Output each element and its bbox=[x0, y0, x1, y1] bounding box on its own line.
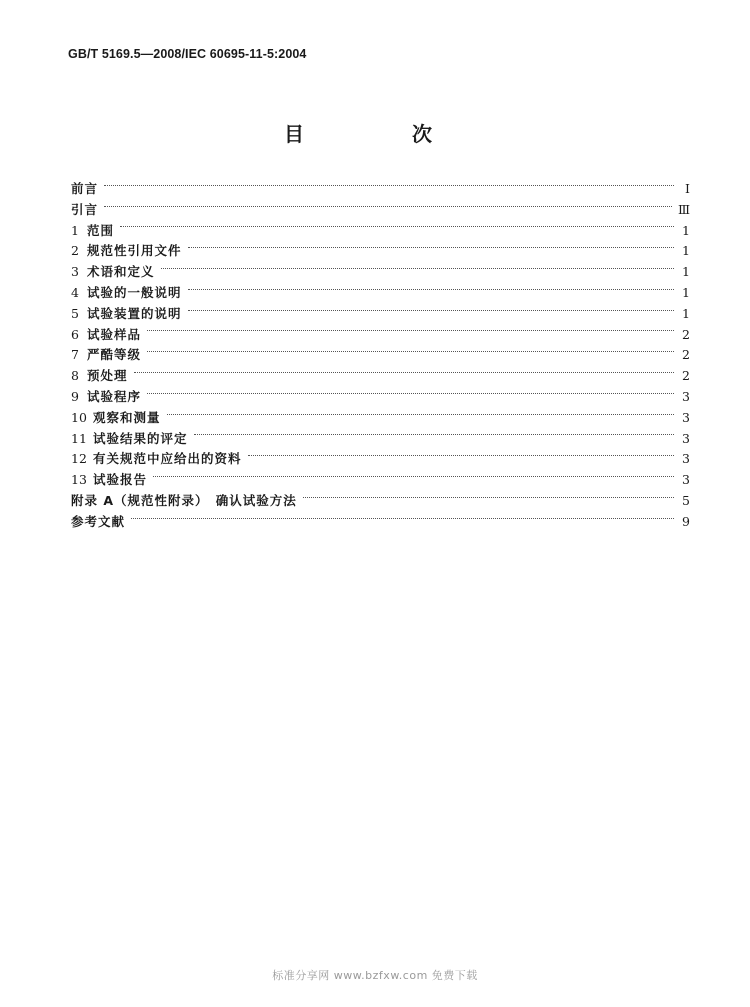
toc-entry-page-number: Ⅰ bbox=[685, 181, 690, 196]
toc-dot-leader bbox=[188, 289, 674, 290]
toc-entry-page-number: 1 bbox=[682, 305, 690, 321]
toc-entry-label: 范围 bbox=[87, 222, 115, 238]
toc-entry-label: 规范性引用文件 bbox=[87, 243, 182, 259]
toc-entry-number: 13 bbox=[71, 472, 87, 488]
toc-dot-leader bbox=[104, 185, 674, 186]
toc-entry-label: 试验程序 bbox=[87, 388, 142, 404]
toc-entry-page-number: 3 bbox=[682, 388, 690, 404]
toc-entry[interactable] bbox=[71, 325, 690, 346]
toc-entry-page-number: 3 bbox=[682, 472, 690, 488]
toc-entry-number: 10 bbox=[71, 409, 87, 425]
toc-entry-page-number: 3 bbox=[682, 409, 690, 425]
toc-entry-number: 4 bbox=[71, 284, 79, 300]
toc-entry[interactable] bbox=[71, 262, 690, 283]
toc-entry-page-number: Ⅲ bbox=[677, 201, 690, 217]
toc-entry-page-number: 2 bbox=[682, 368, 690, 384]
toc-entry[interactable] bbox=[71, 304, 690, 325]
watermark-footer: 标准分享网 www.bzfxw.com 免费下载 bbox=[272, 969, 478, 982]
toc-dot-leader bbox=[131, 518, 674, 519]
toc-dot-leader bbox=[104, 206, 672, 207]
toc-entry-page-number: 1 bbox=[682, 243, 690, 259]
toc-entry[interactable] bbox=[71, 387, 690, 408]
toc-entry-page-number: 3 bbox=[682, 451, 690, 467]
toc-entry-number: 6 bbox=[71, 326, 79, 342]
toc-entry-number: 11 bbox=[71, 430, 87, 446]
toc-dot-leader bbox=[161, 268, 674, 269]
toc-dot-leader bbox=[303, 497, 674, 498]
toc-entry-label: 引言 bbox=[71, 201, 99, 217]
toc-entry[interactable] bbox=[71, 470, 690, 491]
toc-entry-page-number: 3 bbox=[682, 430, 690, 446]
toc-dot-leader bbox=[147, 330, 674, 331]
toc-dot-leader bbox=[248, 455, 674, 456]
toc-entry-label: 试验样品 bbox=[87, 326, 142, 342]
toc-entry-label: 严酷等级 bbox=[87, 347, 142, 363]
toc-entry-number: 2 bbox=[71, 243, 79, 259]
toc-entry-page-number: 1 bbox=[682, 284, 690, 300]
toc-entry-label: 试验的一般说明 bbox=[87, 284, 182, 300]
toc-entry-label: 试验报告 bbox=[93, 472, 148, 488]
toc-entry[interactable] bbox=[71, 179, 690, 200]
toc-entry-number: 3 bbox=[71, 264, 79, 280]
toc-entry-number: 7 bbox=[71, 347, 79, 363]
toc-entry-page-number: 9 bbox=[682, 513, 690, 529]
toc-entry[interactable] bbox=[71, 512, 690, 533]
toc-entry-page-number: 1 bbox=[682, 264, 690, 280]
toc-entry-number: 5 bbox=[71, 305, 79, 321]
toc-dot-leader bbox=[188, 247, 674, 248]
toc-entry[interactable] bbox=[71, 221, 690, 242]
toc-entry-number: 12 bbox=[71, 451, 87, 467]
toc-entry[interactable] bbox=[71, 200, 690, 221]
toc-entry-label: 预处理 bbox=[87, 368, 128, 384]
toc-entry[interactable] bbox=[71, 366, 690, 387]
toc-entry-label: 参考文献 bbox=[71, 513, 126, 529]
toc-entry-label: 观察和测量 bbox=[93, 409, 161, 425]
toc-entry-page-number: 2 bbox=[682, 326, 690, 342]
toc-entry[interactable] bbox=[71, 345, 690, 366]
toc-entry-label: 试验装置的说明 bbox=[87, 305, 182, 321]
toc-entry-label: 术语和定义 bbox=[87, 264, 155, 280]
table-of-contents bbox=[71, 179, 690, 533]
toc-dot-leader bbox=[134, 372, 674, 373]
toc-entry-label: 有关规范中应给出的资料 bbox=[93, 451, 242, 467]
toc-entry-number: 1 bbox=[71, 222, 79, 238]
toc-entry[interactable] bbox=[71, 283, 690, 304]
toc-dot-leader bbox=[194, 434, 674, 435]
standard-number-header: GB/T 5169.5—2008/IEC 60695-11-5:2004 bbox=[68, 47, 307, 61]
toc-dot-leader bbox=[153, 476, 674, 477]
toc-entry-number: 9 bbox=[71, 388, 79, 404]
toc-dot-leader bbox=[120, 226, 674, 227]
toc-entry[interactable] bbox=[71, 491, 690, 512]
toc-entry-label: 试验结果的评定 bbox=[93, 430, 188, 446]
toc-entry-page-number: 2 bbox=[682, 347, 690, 363]
toc-dot-leader bbox=[147, 351, 674, 352]
toc-entry-number: 8 bbox=[71, 368, 79, 384]
toc-dot-leader bbox=[167, 414, 674, 415]
toc-dot-leader bbox=[188, 310, 674, 311]
toc-entry[interactable] bbox=[71, 241, 690, 262]
toc-entry[interactable] bbox=[71, 408, 690, 429]
toc-entry-page-number: 1 bbox=[682, 222, 690, 238]
toc-entry[interactable] bbox=[71, 449, 690, 470]
toc-entry-page-number: 5 bbox=[682, 492, 690, 508]
page-title: 目 次 bbox=[284, 122, 476, 146]
toc-entry-label: 附录 A（规范性附录） 确认试验方法 bbox=[71, 492, 297, 508]
toc-dot-leader bbox=[147, 393, 674, 394]
toc-entry-label: 前言 bbox=[71, 181, 99, 196]
toc-entry[interactable] bbox=[71, 429, 690, 450]
